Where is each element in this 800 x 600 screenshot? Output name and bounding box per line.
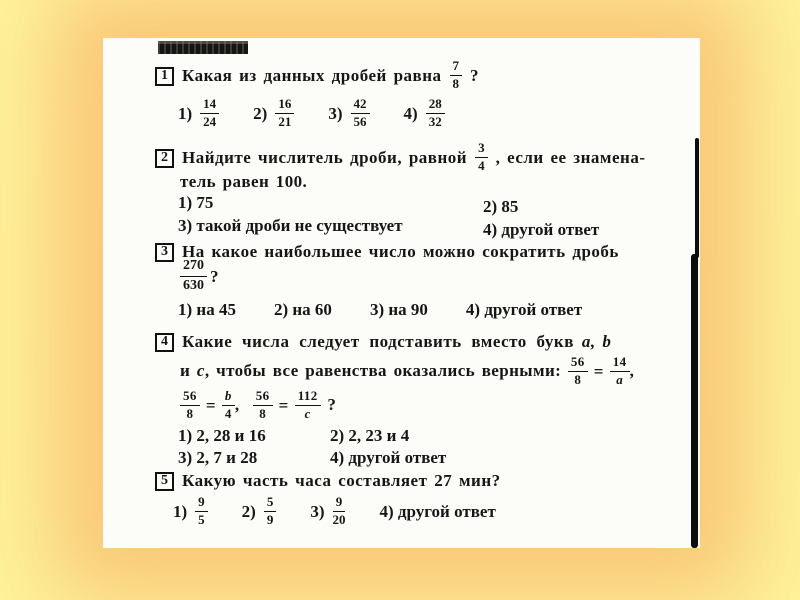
option-label: 1) — [173, 502, 188, 521]
equation-2 — [180, 389, 235, 423]
option: 4) другой ответ — [465, 300, 583, 319]
option — [241, 493, 277, 529]
fraction — [180, 258, 207, 293]
denominator: 21 — [278, 113, 292, 129]
question-2-options — [178, 193, 600, 239]
denominator: 8 — [574, 371, 582, 387]
denominator: c — [304, 405, 311, 421]
option: 3) на 90 — [369, 300, 428, 319]
question-2-text-line2: тель равен 100. — [180, 172, 308, 191]
comma: , — [234, 395, 240, 414]
equals-sign: = — [593, 362, 604, 382]
numerator: 9 — [195, 495, 208, 512]
option-label: 3) — [310, 502, 325, 521]
numerator: 56 — [568, 355, 588, 372]
question-number-box: 2 — [155, 149, 174, 168]
question-text: Найдите числитель дроби, равной — [182, 148, 468, 167]
option: 3) 2, 7 и 28 — [178, 448, 258, 467]
numerator: 56 — [253, 389, 273, 406]
scanned-worksheet-page — [103, 38, 700, 548]
numerator: b — [222, 389, 235, 406]
fraction — [222, 389, 235, 422]
denominator: a — [616, 371, 624, 387]
option: 1) 75 — [178, 193, 214, 212]
question-3-options — [178, 298, 582, 322]
denominator: 20 — [332, 511, 346, 527]
fraction — [333, 495, 346, 528]
question-4-heading — [155, 328, 611, 356]
question-1-options — [178, 96, 445, 132]
question-number-box: 1 — [155, 67, 174, 86]
denominator: 8 — [259, 405, 267, 421]
numerator: 56 — [180, 389, 200, 406]
denominator: 630 — [183, 277, 204, 293]
option: 2) на 60 — [273, 300, 332, 319]
denominator: 24 — [203, 113, 217, 129]
fraction — [450, 59, 463, 92]
fraction — [275, 97, 294, 130]
denominator: 4 — [478, 157, 485, 173]
option-label: 4) — [403, 104, 418, 123]
option: 4) другой ответ — [330, 448, 447, 467]
numerator: 28 — [426, 97, 445, 114]
question-text: Какую часть часа составляет 27 мин? — [182, 471, 501, 490]
option — [178, 95, 219, 131]
denominator: 8 — [452, 75, 460, 91]
option: 1) на 45 — [178, 300, 236, 319]
question-3-heading — [155, 238, 619, 266]
denominator: 9 — [266, 511, 274, 527]
question-text: На какое наибольшее число можно сократить дробь — [182, 242, 619, 261]
scan-edge-artifact — [691, 254, 698, 548]
fraction — [180, 389, 200, 422]
question-text: Какая из данных дробей равна — [182, 66, 442, 85]
variable-letters: a, b — [581, 332, 612, 351]
denominator: 4 — [224, 405, 232, 421]
fraction — [195, 495, 208, 528]
question-1-heading — [155, 58, 479, 94]
denominator: 32 — [428, 113, 442, 129]
option-label: 2) — [241, 502, 256, 521]
numerator: 7 — [450, 59, 463, 76]
fraction — [475, 141, 488, 174]
option: 1) 2, 28 и 16 — [178, 426, 266, 445]
option — [173, 493, 208, 529]
question-number-box: 3 — [155, 243, 174, 262]
numerator: 270 — [180, 258, 207, 276]
option: 4) другой ответ — [483, 220, 600, 239]
comma: , — [629, 361, 635, 380]
denominator: 5 — [198, 511, 205, 527]
option: 3) такой дроби не существует — [178, 216, 403, 235]
option — [310, 493, 346, 529]
question-2-heading — [155, 140, 646, 176]
option-label: 3) — [328, 104, 343, 123]
question-4-text-line2 — [180, 354, 634, 389]
option-label: 2) — [253, 104, 268, 123]
question-3-fraction-line — [180, 260, 219, 294]
question-4-equations-line — [180, 388, 336, 423]
fraction — [264, 495, 277, 528]
redacted-heading-bar — [158, 41, 248, 54]
numerator: 14 — [610, 355, 630, 372]
question-mark: ? — [470, 66, 480, 85]
fraction — [426, 97, 445, 130]
numerator: 5 — [264, 495, 277, 512]
numerator: 3 — [475, 141, 488, 158]
question-4-options — [178, 426, 446, 468]
option: 4) другой ответ — [379, 502, 496, 521]
question-mark: ? — [210, 267, 219, 286]
fraction — [253, 389, 273, 422]
numerator: 16 — [275, 97, 294, 114]
fraction — [568, 355, 588, 388]
fraction — [610, 355, 630, 388]
question-number-box: 5 — [155, 472, 174, 491]
question-text: Какие числа следует подставить вместо букв — [182, 332, 574, 351]
option — [253, 95, 294, 131]
option — [328, 95, 369, 131]
equals-sign: = — [278, 396, 289, 416]
option — [403, 95, 445, 131]
option: 2) 2, 23 и 4 — [330, 426, 410, 445]
denominator: 8 — [186, 405, 194, 421]
question-text: , чтобы все равенства оказались верными: — [204, 361, 562, 380]
numerator: 14 — [200, 97, 219, 114]
numerator: 112 — [295, 389, 321, 406]
numerator: 42 — [351, 97, 370, 114]
question-5-heading — [155, 468, 501, 494]
fraction — [351, 97, 370, 130]
equals-sign: = — [205, 396, 216, 416]
fraction — [295, 389, 321, 422]
question-text: и — [180, 361, 191, 380]
question-mark: ? — [327, 395, 337, 414]
scan-edge-artifact — [695, 138, 699, 258]
question-text: , если ее знамена- — [495, 148, 646, 167]
question-number-box: 4 — [155, 333, 174, 352]
equation-1 — [568, 355, 630, 389]
question-5-options — [173, 494, 496, 530]
variable-letter: c — [196, 361, 205, 380]
numerator: 9 — [333, 495, 346, 512]
option: 2) 85 — [483, 197, 519, 216]
equation-3 — [253, 389, 321, 423]
fraction — [200, 97, 219, 130]
denominator: 56 — [353, 113, 367, 129]
option-label: 1) — [178, 104, 193, 123]
